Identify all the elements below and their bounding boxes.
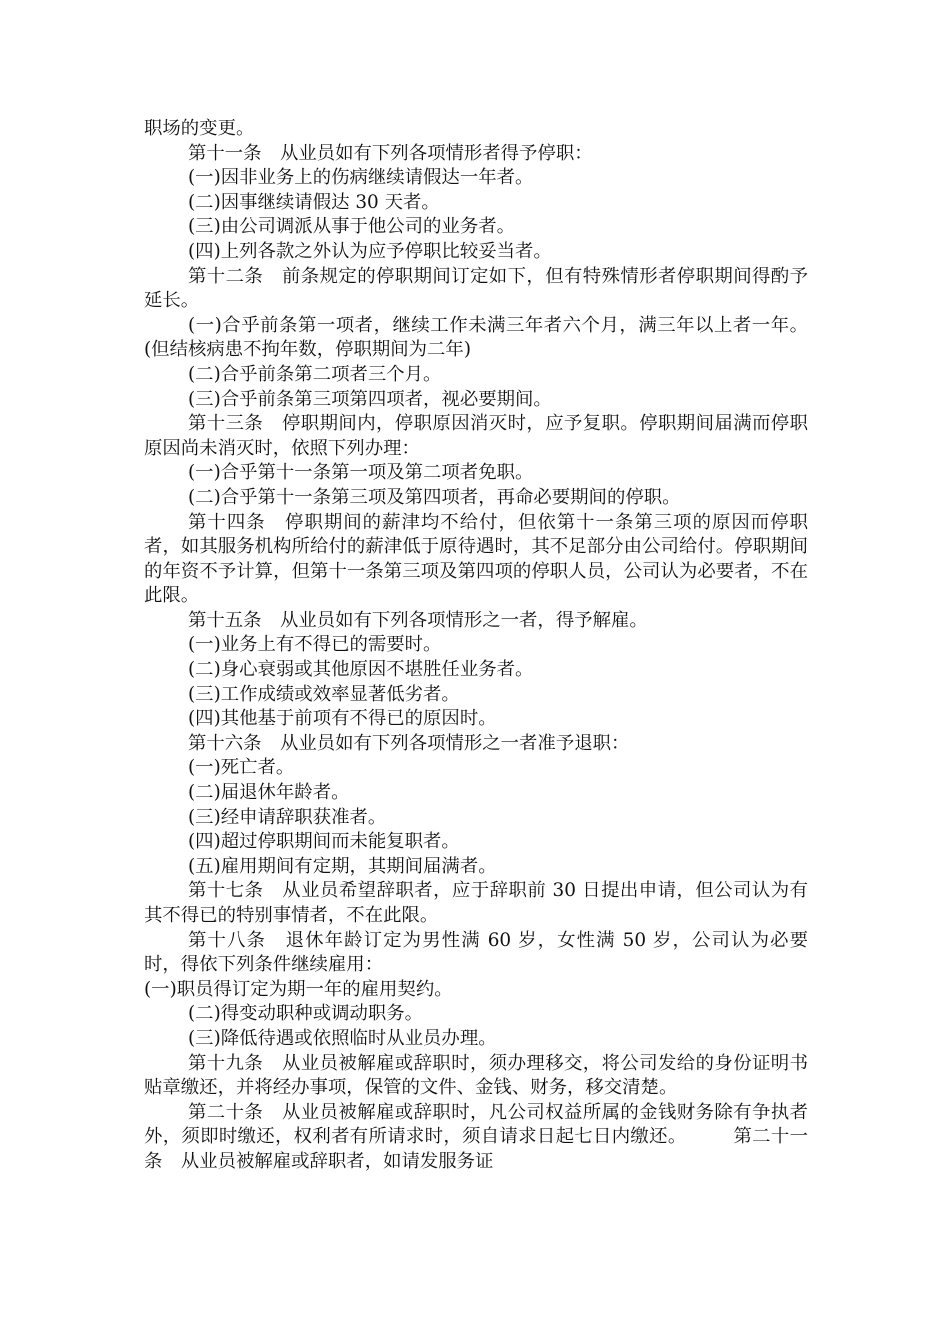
article-12: 第十二条 前条规定的停职期间订定如下，但有特殊情形者停职期间得酌予延长。 [144, 265, 808, 312]
article-15-item-1: (一)业务上有不得已的需要时。 [188, 634, 442, 656]
article-11-item-1: (一)因非业务上的伤病继续请假达一年者。 [188, 167, 534, 189]
article-13: 第十三条 停职期间内，停职原因消灭时，应予复职。停职期间届满而停职原因尚未消灭时，依照下列办理： [144, 413, 808, 459]
article-16-item-3: (三)经申请辞职获准者。 [188, 806, 387, 828]
article-14: 第十四条 停职期间的薪津均不给付，但依第十一条第三项的原因而停职者，如其服务机构所给付的薪津低于原待遇时，其不足部分由公司给付。停职期间的年资不予计算，但第十一条第三项及第四项的停职人员，公司认为必要者，不在此限。 [144, 511, 808, 607]
article-15: 第十五条 从业员如有下列各项情形之一者，得予解雇。 [188, 609, 648, 631]
article-11: 第十一条 从业员如有下列各项情形者得予停职： [188, 142, 593, 164]
article-11-item-2: (二)因事继续请假达 30 天者。 [188, 191, 440, 213]
article-19: 第十九条 从业员被解雇或辞职时，须办理移交，将公司发给的身份证明书贴章缴还，并将经办事项，保管的文件、金钱、财务，移交清楚。 [144, 1052, 808, 1099]
article-15-item-3: (三)工作成绩或效率显著低劣者。 [188, 683, 460, 705]
article-12-item-3: (三)合乎前条第三项第四项者，视必要期间。 [188, 388, 552, 410]
document-page [144, 117, 808, 1175]
article-12-item-2: (二)合乎前条第二项者三个月。 [188, 363, 442, 385]
article-15-item-4: (四)其他基于前项有不得已的原因时。 [188, 708, 497, 730]
article-20: 第二十条 从业员被解雇或辞职时，凡公司权益所属的金钱财务除有争执者外，须即时缴还，权利者有所请求时，须自请求日起七日内缴还。 第二十一条 从业员被解雇或辞职者，如请发服务证 [144, 1101, 808, 1172]
article-16-item-2: (二)届退休年龄者。 [188, 782, 350, 804]
article-11-item-3: (三)由公司调派从事于他公司的业务者。 [188, 216, 515, 238]
paragraph-0: 职场的变更。 [144, 118, 255, 139]
article-18-item-1: (一)职员得订定为期一年的雇用契约。 [144, 978, 453, 1000]
article-18: 第十八条 退休年龄订定为男性满 60 岁，女性满 50 岁，公司认为必要时，得依下列条件继续雇用： [144, 929, 808, 976]
article-16-item-5: (五)雇用期间有定期，其期间届满者。 [188, 855, 497, 877]
article-11-item-4: (四)上列各款之外认为应予停职比较妥当者。 [188, 240, 552, 262]
article-18-item-3: (三)降低待遇或依照临时从业员办理。 [188, 1027, 497, 1049]
article-16-item-1: (一)死亡者。 [188, 757, 295, 779]
article-15-item-2: (二)身心衰弱或其他原因不堪胜任业务者。 [188, 659, 534, 681]
article-16-item-4: (四)超过停职期间而未能复职者。 [188, 831, 460, 853]
article-13-item-2: (二)合乎第十一条第三项及第四项者，再命必要期间的停职。 [188, 486, 681, 508]
article-18-item-2: (二)得变动职种或调动职务。 [188, 1003, 424, 1025]
article-17: 第十七条 从业员希望辞职者，应于辞职前 30 日提出申请，但公司认为有其不得已的特别事情者，不在此限。 [144, 880, 808, 926]
article-16: 第十六条 从业员如有下列各项情形之一者准予退职： [188, 732, 630, 754]
article-12-item-1: (一)合乎前条第一项者，继续工作未满三年者六个月，满三年以上者一年。(但结核病患不拘年数，停职期间为二年) [144, 314, 808, 361]
article-13-item-1: (一)合乎第十一条第一项及第二项者免职。 [188, 462, 534, 484]
